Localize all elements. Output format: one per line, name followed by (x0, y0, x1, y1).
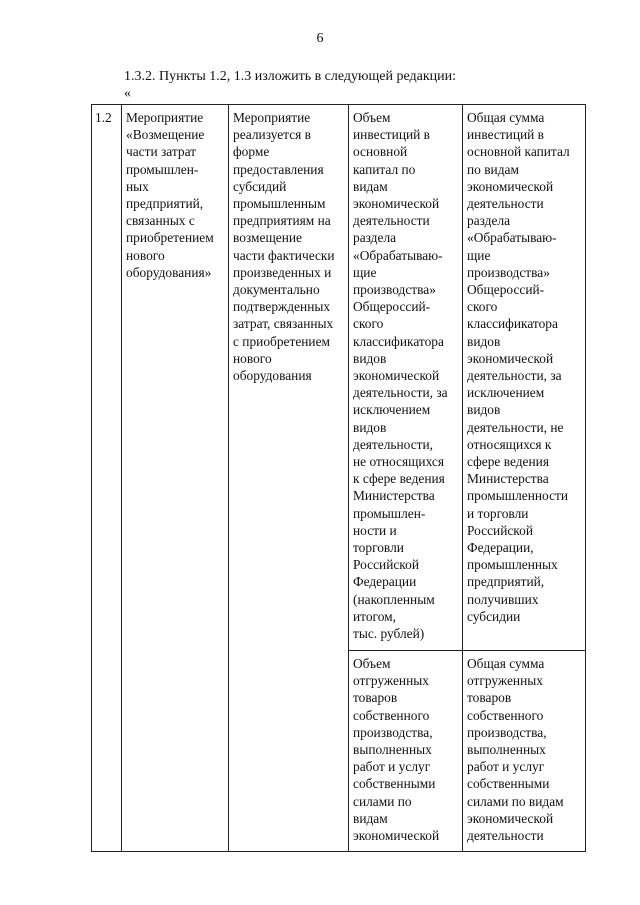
table-cell-indicator (349, 105, 463, 651)
table-cell-number (92, 105, 122, 852)
page-number: 6 (316, 31, 324, 46)
table-cell-method (463, 105, 586, 651)
program-measures-table (91, 104, 586, 852)
table-cell-description (229, 105, 349, 852)
intro-paragraph: 1.3.2. Пункты 1.2, 1.3 изложить в следующей редакции: (124, 69, 457, 84)
item-number: 1.2 (95, 110, 112, 125)
event-name: Мероприятие «Возмещение части затрат промышлен- ных предприятий, связанных с приобретением нового оборудования» (126, 110, 214, 280)
opening-quote: « (124, 86, 131, 101)
indicator-text: Объем отгруженных товаров собственного производства, выполненных работ и услуг собственными силами по видам экономической (353, 656, 440, 844)
table-cell-indicator (349, 651, 463, 852)
method-text: Общая сумма инвестиций в основной капитал по видам экономической деятельности раздела «Обрабатываю- щие производства» Общероссий- ского классификатора видов экономической деятельности, за исключением видов деятельности, не относящихся к сфере ведения Министерства промышленности и торговли Российской Федерации, промышленных предприятий, получивших субсидии (467, 110, 570, 624)
method-text: Общая сумма отгруженных товаров собственного производства, выполненных работ и услуг собственными силами по видам экономической деятельности (467, 656, 564, 844)
table-cell-event (122, 105, 229, 852)
indicator-text: Объем инвестиций в основной капитал по видам экономической деятельности раздела «Обрабатываю- щие производства» Общероссий- ского классификатора видов экономической деятельности, за исключением видов деятельности, не относящихся к сфере ведения Министерства промышлен- ности и торговли Российской Федерации (накопленным итогом, тыс. рублей) (353, 110, 448, 642)
table-cell-method (463, 651, 586, 852)
event-description: Мероприятие реализуется в форме предоставления субсидий промышленным предприятиям на возмещение части фактически произведенных и документально подтвержденных затрат, связанных с приобретением нового оборудования (233, 110, 335, 384)
table-row (92, 105, 586, 651)
